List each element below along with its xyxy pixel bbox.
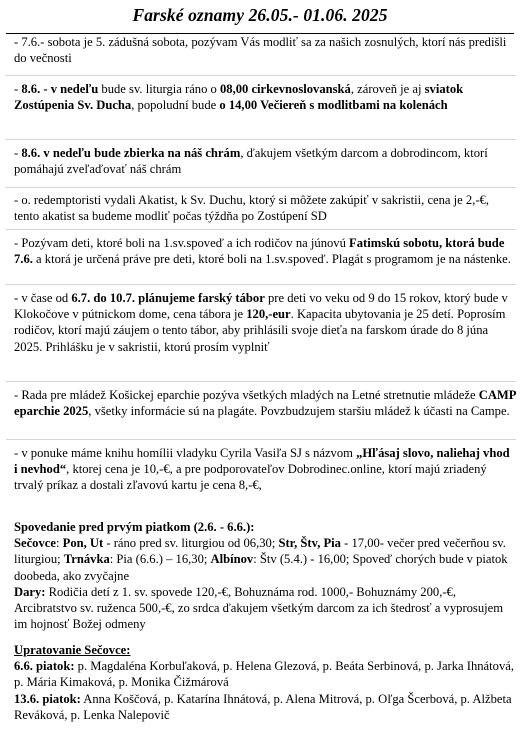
notice-text: - <box>14 82 22 96</box>
notice-text: - v čase od <box>14 291 72 305</box>
notice-item <box>6 382 516 440</box>
confession-text: : Štv (5.4.) - 16,00; Spoveď chorých bude v piatok doobeda, ako zvyčajne <box>14 552 508 583</box>
cleaning-day-label: 6.6. piatok: <box>14 659 75 674</box>
notice-page <box>0 5 520 741</box>
notice-text: - v ponuke máme knihu homílii vladyku Cyrila Vasiľa SJ s názvom <box>14 446 357 460</box>
notice-text: bude sv. liturgia ráno o <box>98 82 220 96</box>
notice-item <box>6 140 516 188</box>
notice-bold-text: 120,-eur <box>246 307 291 322</box>
notice-text: - <box>14 146 22 160</box>
confession-place-albinov: Albínov <box>210 552 254 567</box>
confession-heading: Spovedanie pred prvým piatkom (2.6. - 6.6.): <box>14 520 255 534</box>
confession-place-secovce: Sečovce <box>14 536 56 551</box>
cleaning-heading: Upratovanie Sečovce: <box>14 643 131 657</box>
confession-text: : Pia (6.6.) – 16,30; <box>109 552 211 567</box>
confession-text: : <box>55 536 63 551</box>
cleaning-day-1 <box>14 658 516 690</box>
notice-bold-text: 8.6. v nedeľu bude zbierka na náš chrám <box>21 146 241 160</box>
notice-text: , ktorej cena je 10,-€, a pre podporovateľov Dobrodinec.online, ktorí majú zriadený trvalý príkaz a dostali zľavovú kartu je cena 8,-€, <box>14 462 487 493</box>
notice-item <box>6 285 516 382</box>
cleaning-day-label: 13.6. piatok: <box>14 691 81 706</box>
cleaning-day-names: Anna Koščová, p. Katarína Ihnátová, p. Alena Mitrová, p. Oľga Šcerbová, p. Alžbeta Reváková, p. Lenka Nalepovič <box>14 691 512 722</box>
confession-schedule <box>14 535 516 584</box>
notice-item <box>6 188 516 230</box>
confession-days: Str, Štv, Pia <box>278 536 341 551</box>
notice-text: a ktorá je určená práve pre deti, ktoré boli na 1.sv.spoveď. Plagát s programom je na nástenke. <box>32 252 511 267</box>
notice-text: pre deti vo veku od 9 do 15 rokov, ktorý bude v Klokočove v pútnickom dome, cena tábora je <box>14 291 508 322</box>
notices-list <box>6 34 516 523</box>
notice-bold-text: Fatimskú sobotu, ktorá bude 7.6. <box>14 236 505 267</box>
notice-bold-text: „Hľásaj slovo, naliehaj vhod i nevhod“ <box>14 446 510 477</box>
confession-place-trnavka: Trnávka <box>63 552 110 567</box>
notice-text: . Kapacita ubytovania je 25 detí. Poprosím rodičov, ktorí majú záujem o tento tábor, aby prihlásili svoje dieťa na farskom úrade do 8 júna 2025. Prihlášku je v sakristii, ktorú prosím vyplniť <box>14 307 506 354</box>
notice-bold-text: 8.6. - v nedeľu <box>21 82 99 96</box>
notice-item <box>6 440 516 523</box>
notice-text: - 7.6.- sobota je 5. zádušná sobota, pozývam Vás modliť sa za našich zosnulých, ktorí nás predišli do večnosti <box>14 35 507 66</box>
cleaning-day-names: p. Magdaléna Korbuľaková, p. Helena Glezová, p. Beáta Serbinová, p. Jarka Ihnátová, p. Mária Kimaková, p. Monika Čižmárová <box>14 659 514 690</box>
notice-text: - Rada pre mládež Košickej eparchie pozýva všetkých mladých na Letné stretnutie mládeže <box>14 388 479 402</box>
notice-bold-text: 6.7. do 10.7. plánujeme farský tábor <box>71 291 265 305</box>
gifts-label: Dary: <box>14 584 46 599</box>
gifts-text: Rodičia detí z 1. sv. spovede 120,-€, Bohuznáma rod. 1000,- Bohuznámy 200,-€, Arcibratstvo sv. ruženca 500,-€, zo srdca ďakujem všetkým darcom za ich štedrosť a vyprosujem im hojnosť Božej odmeny <box>14 584 504 632</box>
cleaning-day-2 <box>14 691 516 723</box>
notice-item <box>6 34 516 76</box>
confession-days: Pon, Ut <box>62 536 104 551</box>
notice-item <box>6 230 516 285</box>
confession-section <box>6 519 516 632</box>
notice-text: - o. redemptoristi vydali Akatist, k Sv. Duchu, ktorý si môžete zakúpiť v sakristii, cena je 2,-€, tento akatist sa budeme modliť počas týždňa po Zostúpení SD <box>14 193 489 224</box>
notice-bold-text: sviatok Zostúpenia Sv. Ducha <box>14 82 464 113</box>
notice-text: , ďakujem všetkým darcom a dobrodincom, ktorí pomáhajú zveľaďovať náš chrám <box>14 146 488 177</box>
notice-text: , zároveň je aj <box>350 82 425 96</box>
notice-bold-text: o 14,00 Večiereň s modlitbami na kolenách <box>219 98 448 113</box>
gifts-paragraph <box>14 584 516 633</box>
cleaning-section <box>6 642 516 723</box>
confession-text: - ráno pred sv. liturgiou od 06,30; <box>103 536 279 551</box>
notice-bold-text: CAMP eparchie 2025 <box>14 388 516 419</box>
notice-bold-text: 08,00 cirkevnoslovanská <box>219 82 351 96</box>
notice-item <box>6 76 516 140</box>
confession-text: - 17,00- večer pred večerňou sv. liturgiou; <box>14 536 506 567</box>
notice-text: , popoludní bude <box>131 98 220 113</box>
notice-text: , všetky informácie sú na plagáte. Povzbudzujem staršiu mládež k účasti na Campe. <box>88 404 510 419</box>
notice-text: - Pozývam deti, ktoré boli na 1.sv.spoveď a ich rodičov na júnovú <box>14 236 350 250</box>
page-title: Farské oznamy 26.05.- 01.06. 2025 <box>132 5 388 25</box>
